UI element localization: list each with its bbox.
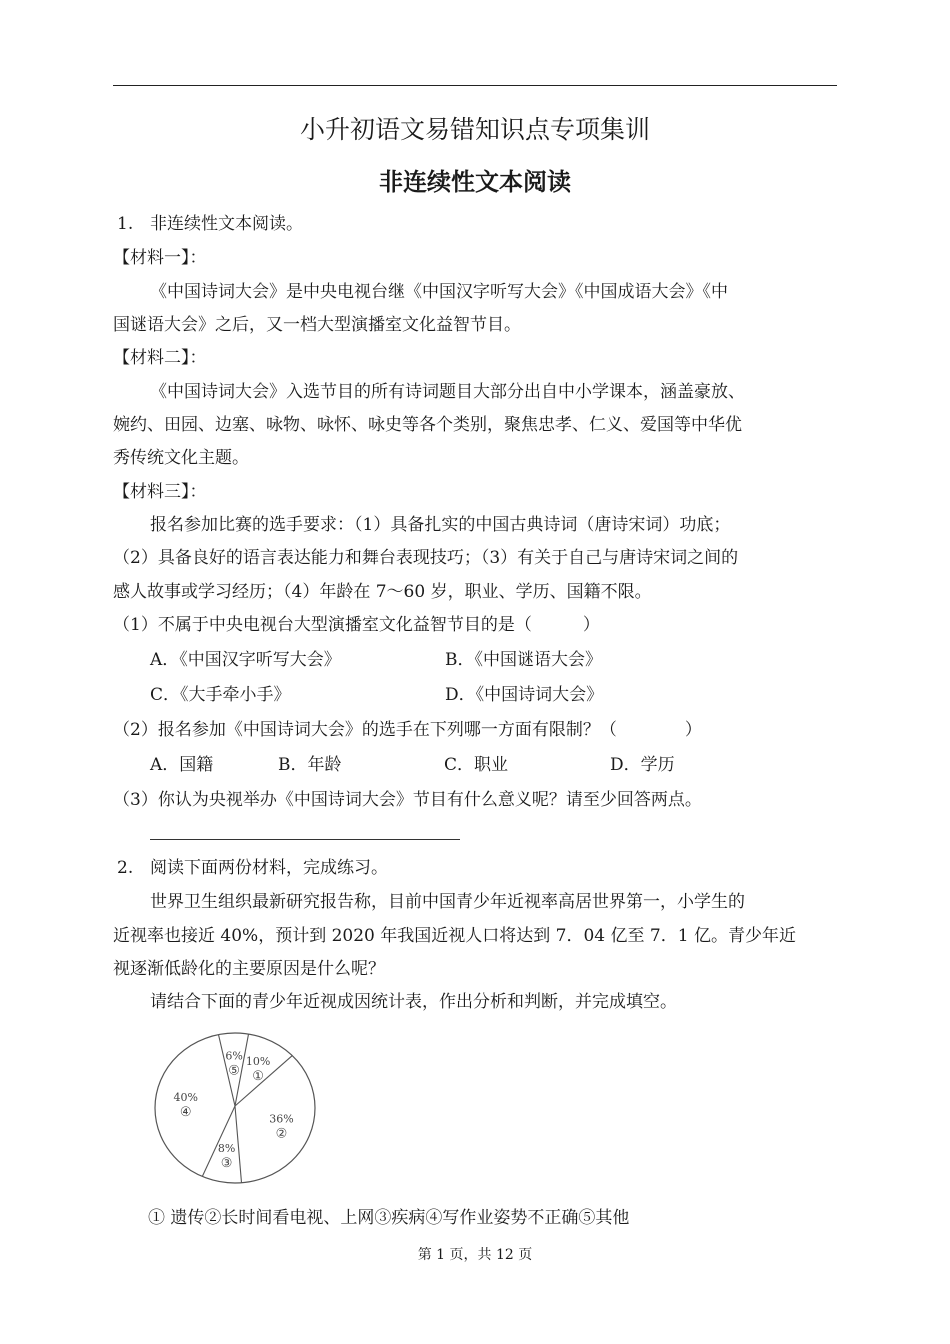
page-title: 小升初语文易错知识点专项集训 [299, 115, 650, 144]
material-2-line: 婉约、田园、边塞、咏物、咏怀、咏史等各个类别，聚焦忠孝、仁义、爱国等中华优 [113, 415, 742, 435]
page-footer: 第 1 页，共 12 页 [417, 1247, 533, 1263]
material-1-line: 国谜语大会》之后，又一档大型演播室文化益智节目。 [113, 315, 521, 335]
material-1-line: 《中国诗词大会》是中央电视台继《中国汉字听写大会》《中国成语大会》《中 [150, 282, 728, 302]
q2-instruction: 请结合下面的青少年近视成因统计表，作出分析和判断，并完成填空。 [150, 992, 677, 1012]
q1-number: 1. [117, 214, 134, 234]
option-c[interactable]: C．《大手牵小手》 [150, 685, 291, 705]
option-d[interactable]: D．《中国诗词大会》 [445, 685, 604, 705]
q2-paragraph-line: 世界卫生组织最新研究报告称，目前中国青少年近视率高居世界第一，小学生的 [150, 892, 745, 912]
pie-slice-percent-4: 40% [173, 1091, 198, 1104]
q2-paragraph-line: 近视率也接近 40%，预计到 2020 年我国近视人口将达到 7．04 亿至 7．1 亿。青少年近 [113, 926, 796, 946]
pie-slice-boundary-3 [235, 1106, 242, 1183]
q2-number: 2. [117, 858, 134, 878]
pie-slice-category-1: ① [252, 1068, 264, 1084]
q2-prompt: 阅读下面两份材料，完成练习。 [150, 858, 388, 878]
material-3-line: （2）具备良好的语言表达能力和舞台表现技巧；（3）有关于自己与唐诗宋词之间的 [113, 548, 739, 568]
option-d[interactable]: D．学历 [610, 755, 675, 775]
myopia-causes-pie-chart [150, 1028, 320, 1188]
option-c[interactable]: C．职业 [444, 755, 509, 775]
pie-slice-percent-2: 36% [269, 1112, 294, 1126]
header-rule [113, 85, 837, 86]
material-2-line: 秀传统文化主题。 [113, 448, 249, 468]
pie-slice-percent-5: 6% [225, 1049, 243, 1063]
option-b[interactable]: B．年龄 [278, 755, 342, 775]
material-2-line: 《中国诗词大会》入选节目的所有诗词题目大部分出自中小学课本，涵盖豪放、 [150, 382, 745, 402]
option-a[interactable]: A．国籍 [150, 755, 214, 775]
material-3-line: 感人故事或学习经历；（4）年龄在 7～60 岁，职业、学历、国籍不限。 [113, 582, 652, 602]
pie-slice-percent-1: 10% [245, 1054, 271, 1068]
material-1-label: 【材料一】： [113, 248, 207, 268]
subquestion-1: （1）不属于中央电视台大型演播室文化益智节目的是（ ） [113, 615, 600, 635]
option-a[interactable]: A．《中国汉字听写大会》 [150, 650, 341, 670]
pie-slice-category-3: ③ [220, 1155, 233, 1171]
q1-prompt: 非连续性文本阅读。 [150, 214, 303, 234]
pie-slice-category-4: ④ [179, 1105, 192, 1120]
subquestion-3: （3）你认为央视举办《中国诗词大会》节目有什么意义呢？请至少回答两点。 [113, 790, 702, 810]
option-b[interactable]: B．《中国谜语大会》 [445, 650, 602, 670]
pie-slice-percent-3: 8% [217, 1141, 236, 1155]
material-3-label: 【材料三】： [113, 482, 207, 502]
pie-slice-category-5: ⑤ [228, 1063, 240, 1079]
q2-paragraph-line: 视逐渐低龄化的主要原因是什么呢？ [113, 959, 385, 979]
material-2-label: 【材料二】： [113, 348, 207, 368]
answer-blank-line[interactable] [150, 839, 460, 840]
material-3-line: 报名参加比赛的选手要求：（1）具备扎实的中国古典诗词（唐诗宋词）功底； [150, 515, 731, 535]
pie-slice-category-2: ② [275, 1126, 288, 1142]
page-subtitle: 非连续性文本阅读 [379, 168, 571, 196]
subquestion-2: （2）报名参加《中国诗词大会》的选手在下列哪一方面有限制？（ ） [113, 720, 702, 740]
pie-legend: ① 遗传②长时间看电视、上网③疾病④写作业姿势不正确⑤其他 [148, 1208, 630, 1228]
